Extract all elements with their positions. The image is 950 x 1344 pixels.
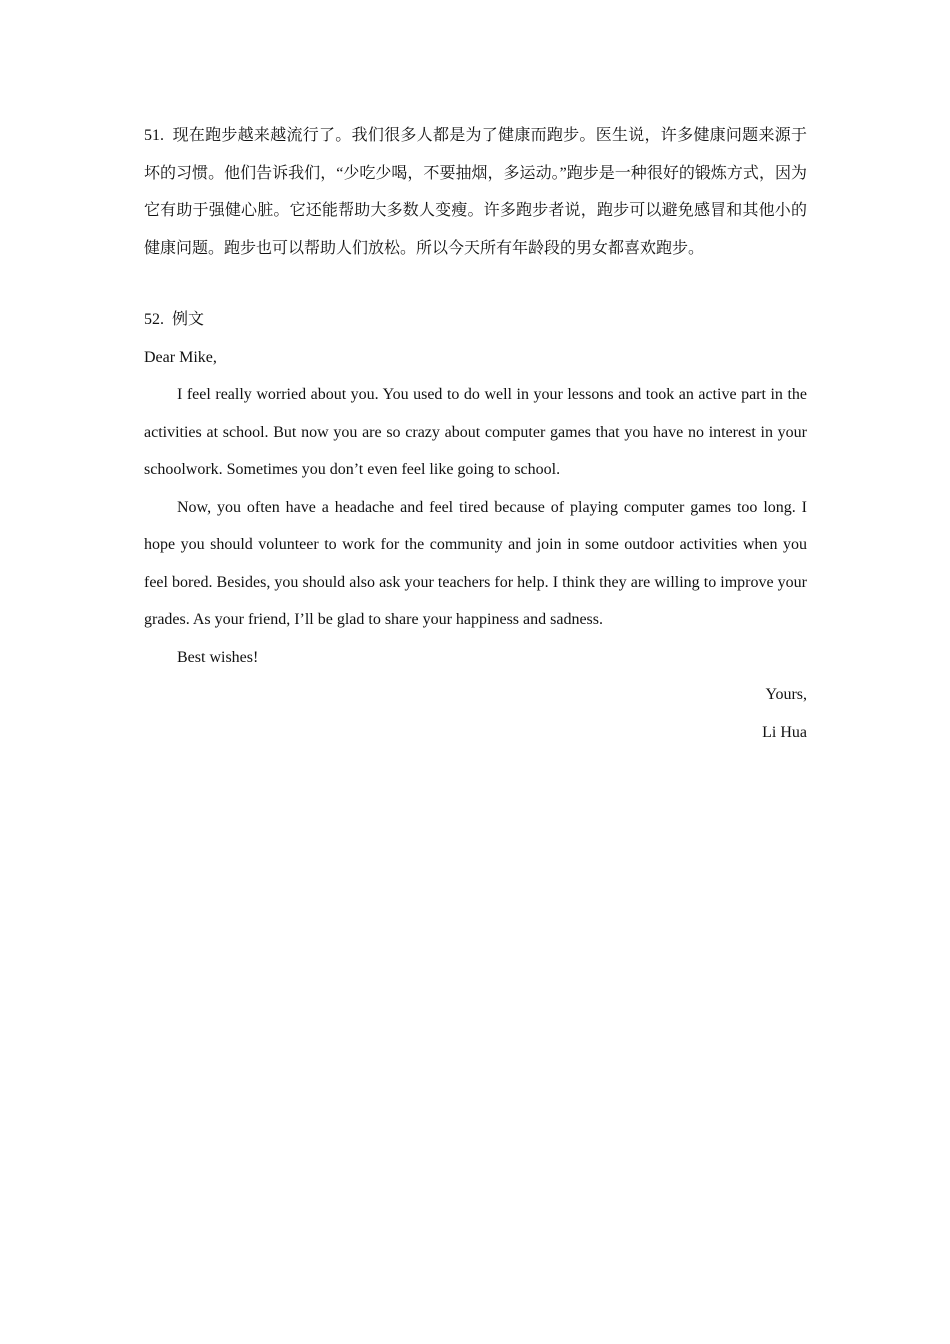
question-51-answer [144,117,807,267]
answer-content [144,117,807,751]
question-51-number: 51. [144,127,164,144]
letter-signoff: Yours, [765,686,807,703]
question-52-heading [144,301,807,339]
letter-paragraph-1: I feel really worried about you. You used to do well in your lessons and took an active part in the activities at school. But now you are so crazy about computer games that you have no interest in your schoolwork. Sometimes you don’t even feel like going to school. [144,386,807,478]
letter-signature: Li Hua [762,723,807,741]
letter-greeting: Dear Mike, [144,348,217,366]
letter-closing: Best wishes! [177,648,259,666]
question-51-text: 现在跑步越来越流行了。我们很多人都是为了健康而跑步。医生说，许多健康问题来源于坏的习惯。他们告诉我们，“少吃少喝，不要抽烟，多运动。”跑步是一种很好的锻炼方式，因为它有助于强健心脏。它还能帮助大多数人变瘦。许多跑步者说，跑步可以避免感冒和其他小的健康问题。跑步也可以帮助人们放松。所以今天所有年龄段的男女都喜欢跑步。 [144,127,807,257]
question-52-label: 例文 [172,311,205,328]
letter-paragraph-2: Now, you often have a headache and feel tired because of playing computer games too long. I hope you should volunteer to work for the community and join in some outdoor activities when you feel bored. Besides, you should also ask your teachers for help. I think they are willing to improve your grades. As your friend, I’ll be glad to share your happiness and sadness. [144,498,807,628]
question-52-number: 52. [144,311,164,328]
